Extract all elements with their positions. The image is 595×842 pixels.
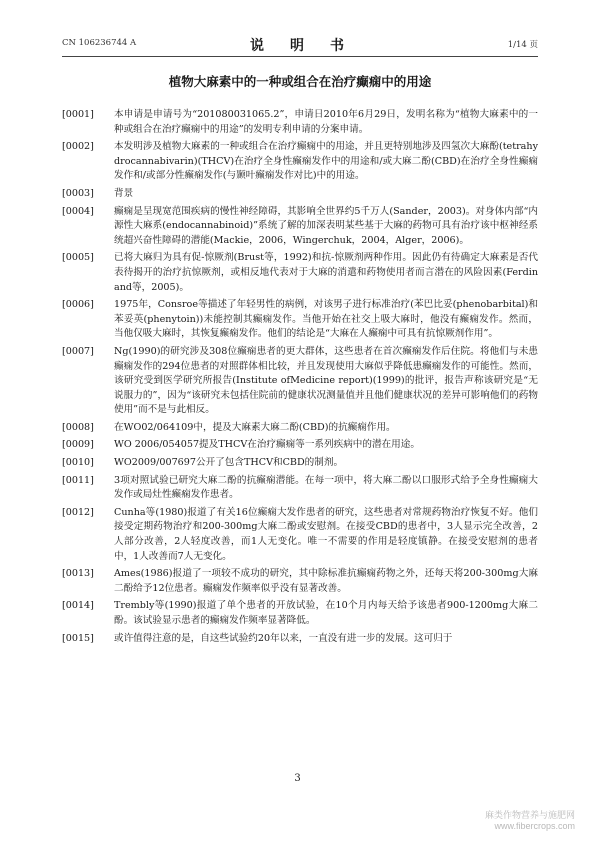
paragraph xyxy=(62,140,538,184)
paragraph-text: Ames(1986)报道了一项较不成功的研究，其中除标准抗癫痫药物之外，还每天将200-300mg大麻二酚给予12位患者。癫痫发作频率似乎没有显著改善。 xyxy=(114,568,538,594)
paragraph xyxy=(62,438,538,453)
paragraph-number: [0006] xyxy=(62,299,94,311)
paragraph-number: [0013] xyxy=(62,568,94,580)
paragraph-text: 背景 xyxy=(114,187,134,199)
paragraph xyxy=(62,474,538,503)
watermark-line-1: 麻类作物营养与施肥网 xyxy=(484,810,575,820)
paragraph-number: [0009] xyxy=(62,439,94,451)
paragraph xyxy=(62,421,538,436)
paragraph-number: [0001] xyxy=(62,109,94,120)
paragraph-text: 3项对照试验已研究大麻二酚的抗癫痫潜能。在每一项中，将大麻二酚以口服形式给予全身性癫痫大发作或局灶性癫痫发作患者。 xyxy=(114,474,538,501)
document-title: 植物大麻素中的一种或组合在治疗癫痫中的用途 xyxy=(168,74,432,89)
paragraph-number: [0002] xyxy=(62,141,94,153)
paragraph-text: 1975年，Consroe等描述了年轻男性的病例，对该男子进行标准治疗(苯巴比妥(phenobarbital)和苯妥英(phenytoin))未能控制其癫痫发作。当他开始在社交上吸大麻时，他没有癫痫发作。然而，当他仅吸大麻时，其恢复癫痫发作。他们的结论是“大麻在人癫痫中可具有抗惊厥剂作用”。 xyxy=(114,299,538,340)
paragraph-text: Ng(1990)的研究涉及308位癫痫患者的更大群体，这些患者在首次癫痫发作后住院。将他们与未患癫痫发作的294位患者的对照群体相比较，并且发现使用大麻似乎降低患癫痫发作的可能性。然而，该研究受到医学研究所报告(Institute ofMedicine report)(1999)的批评，报告声称该研究是“无说服力的”，因为“该研究未包括住院前的健康状况测量值并且他们健康状况的差异可影响他们的药物使用”而不是与此相反。 xyxy=(114,345,538,416)
paragraph xyxy=(62,251,538,295)
paragraph-text: 或许值得注意的是，自这些试验约20年以来，一直没有进一步的发展。这可归于 xyxy=(114,632,453,644)
paragraph-text: WO 2006/054057提及THCV在治疗癫痫等一系列疾病中的潜在用途。 xyxy=(114,439,420,451)
page-indicator: 1/14 页 xyxy=(507,40,538,50)
paragraph-number: [0008] xyxy=(62,421,94,433)
document-type: 说 明 书 xyxy=(250,38,350,54)
paragraph xyxy=(62,298,538,342)
paragraph xyxy=(62,632,538,647)
paragraph xyxy=(62,506,538,564)
paragraph xyxy=(62,567,538,596)
publication-number: CN 106236744 A xyxy=(62,38,137,48)
description-body xyxy=(62,108,538,649)
page-header xyxy=(62,36,538,52)
paragraph xyxy=(62,187,538,202)
paragraph xyxy=(62,108,538,137)
paragraph-number: [0011] xyxy=(62,474,94,486)
header-divider xyxy=(62,56,538,57)
paragraph-number: [0007] xyxy=(62,345,94,357)
paragraph-number: [0004] xyxy=(62,205,94,217)
paragraph xyxy=(62,456,538,471)
paragraph-number: [0005] xyxy=(62,252,94,264)
paragraph xyxy=(62,345,538,418)
paragraph-text: 在WO02/064109中，提及大麻素大麻二酚(CBD)的抗癫痫作用。 xyxy=(114,421,396,433)
paragraph-text: Trembly等(1990)报道了单个患者的开放试验，在10个月内每天给予该患者900-1200mg大麻二酚。该试验显示患者的癫痫发作频率显著降低。 xyxy=(114,600,538,626)
paragraph-number: [0014] xyxy=(62,600,94,612)
paragraph xyxy=(62,599,538,628)
paragraph-number: [0003] xyxy=(62,187,94,199)
watermark xyxy=(485,810,575,832)
paragraph-text: Cunha等(1980)报道了有关16位癫痫大发作患者的研究，这些患者对常规药物治疗恢复不好。他们接受定期药物治疗和200-300mg大麻二酚或安慰剂。在接受CBD的患者中，3人显示完全改善，2人部分改善，2人轻度改善，而1人无变化。唯一不需要的作用是轻度镇静。在接受安慰剂的患者中，1人改善而7人无变化。 xyxy=(114,506,538,562)
paragraph-text: 已将大麻归为具有促-惊厥剂(Brust等，1992)和抗-惊厥剂两种作用。因此仍有待确定大麻素是否代表待揭开的治疗抗惊厥剂，或相反地代表对于大麻的消遣和药物使用者而言潜在的风险因素(Ferdinand等，2005)。 xyxy=(114,252,538,293)
page-number: 3 xyxy=(294,773,301,784)
paragraph xyxy=(62,205,538,249)
paragraph-text: 本申请是申请号为“201080031065.2”，申请日2010年6月29日，发明名称为“植物大麻素中的一种或组合在治疗癫痫中的用途”的发明专利申请的分案申请。 xyxy=(114,109,538,135)
watermark-line-2: www.fibercrops.com xyxy=(494,821,575,831)
paragraph-text: 本发明涉及植物大麻素的一种或组合在治疗癫痫中的用途，并且更特别地涉及四氢次大麻酚(tetrahydrocannabivarin)(THCV)在治疗全身性癫痫发作中的用途和/或大麻二酚(CBD)在治疗全身性癫痫发作和/或部分性癫痫发作(与颞叶癫痫发作对比)中的用途。 xyxy=(114,141,538,182)
paragraph-text: 癫痫是呈现宽范围疾病的慢性神经障碍，其影响全世界约5千万人(Sander，2003)。对身体内部“内源性大麻系(endocannabinoid)”系统了解的加深表明某些基于大麻的药物可具有治疗该中枢神经系统超兴奋性障碍的潜能(Mackie，2006，Wingerchuk，2004，Alger，2006)。 xyxy=(114,205,538,246)
paragraph-number: [0012] xyxy=(62,506,94,518)
paragraph-text: WO2009/007697公开了包含THCV和CBD的制剂。 xyxy=(114,457,344,469)
paragraph-number: [0010] xyxy=(62,457,94,469)
paragraph-number: [0015] xyxy=(62,632,94,644)
